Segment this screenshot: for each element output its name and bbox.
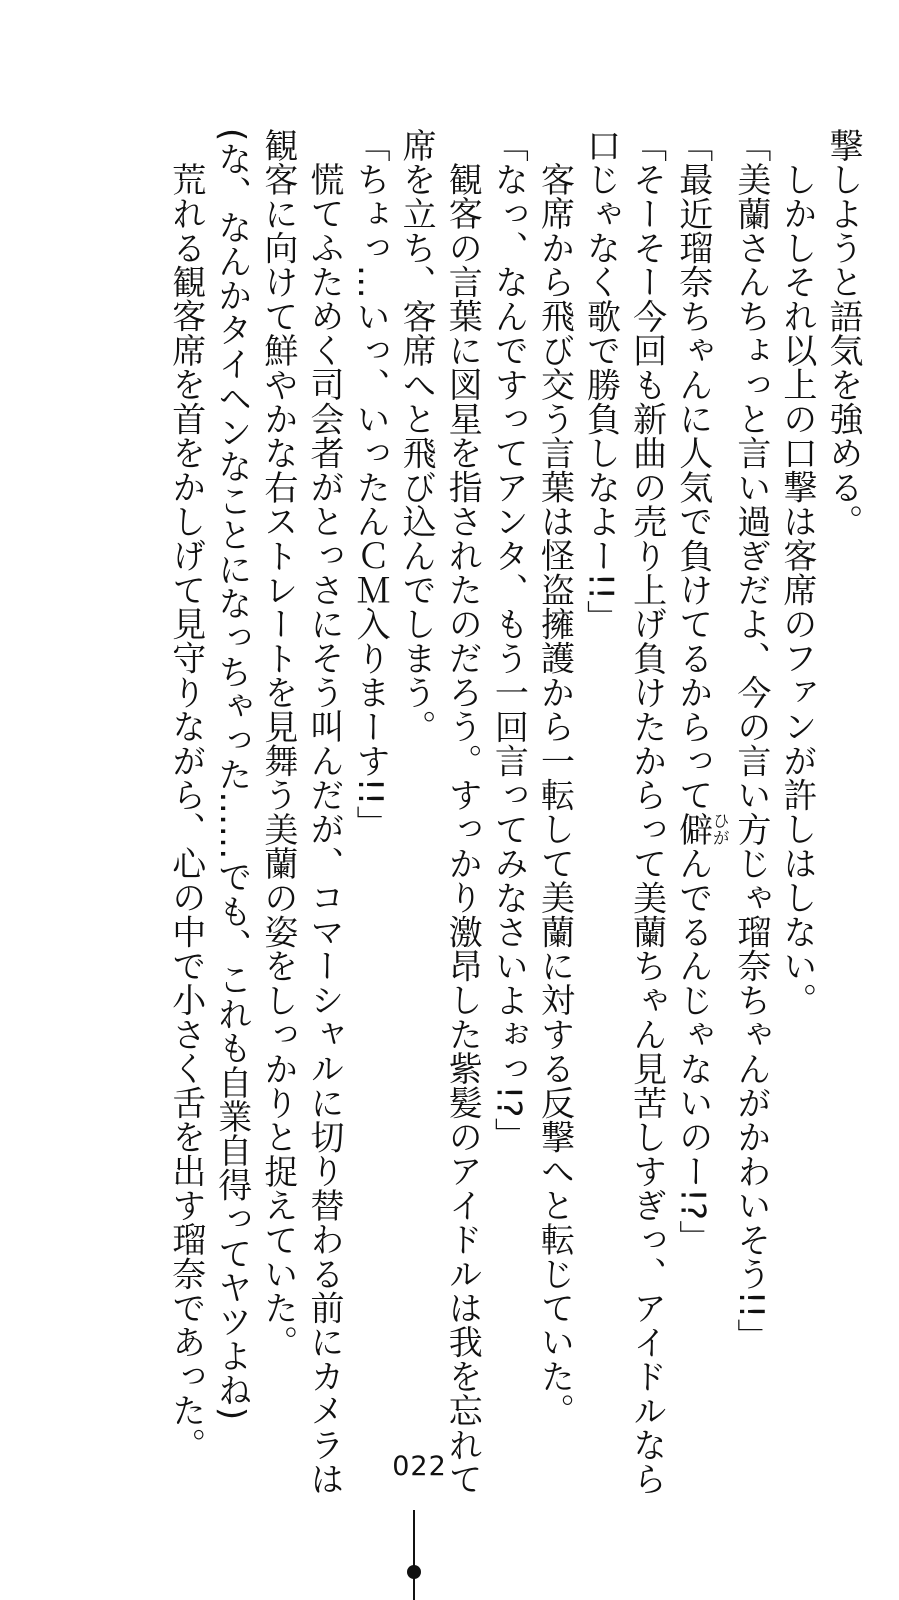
text-line-4-after: んでるんじゃないのー!?」 xyxy=(672,846,713,1255)
text-line-15: 荒れる観客席を首をかしげて見守りながら、心の中で小さく舌を出す瑠奈であった。 xyxy=(165,162,206,1462)
text-line-14: (な、なんかタイヘンなことになっちゃった……でも、これも自業自得ってヤツよね) xyxy=(211,128,252,1421)
text-line-4-before: 「最近瑠奈ちゃんに人気で負けてるからって xyxy=(672,128,713,812)
text-line-7: 客席から飛び交う言葉は怪盗擁護から一転して美蘭に対する反撃へと転じていた。 xyxy=(534,162,575,1428)
page-number: 022 xyxy=(392,1451,447,1482)
text-line-4 xyxy=(670,128,728,1313)
text-line-10: 席を立ち、客席へと飛び込んでしまう。 xyxy=(396,128,437,744)
text-line-2: しかしそれ以上の口撃は客席のファンが許しはしない。 xyxy=(776,162,817,1017)
text-line-5: 「そーそー今回も新曲の売り上げ負けたからって美蘭ちゃん見苦しすぎっ、アイドルなら xyxy=(626,128,667,1496)
text-line-3: 「美蘭さんちょっと言い過ぎだよ、今の言い方じゃ瑠奈ちゃんがかわいそう!!」 xyxy=(730,128,771,1353)
text-line-9: 観客の言葉に図星を指されたのだろう。すっかり激昂した紫髪のアイドルは我を忘れて xyxy=(442,162,483,1496)
ruby-base: 僻 xyxy=(672,811,713,847)
page-marker-dot xyxy=(407,1565,421,1579)
ruby-word xyxy=(672,811,729,847)
text-line-6: 口じゃなく歌で勝負しなよー!!」 xyxy=(580,128,621,635)
text-line-1: 撃しようと語気を強める。 xyxy=(823,128,863,539)
ruby-reading: ひが xyxy=(708,811,729,847)
text-line-12: 慌てふためく司会者がとっさにそう叫んだが、コマーシャルに切り替わる前にカメラは xyxy=(303,162,344,1496)
text-line-11: 「ちょっ…いっ、いったんＣＭ入りまーす!!」 xyxy=(350,128,391,840)
text-line-13: 観客に向けて鮮やかな右ストレートを見舞う美蘭の姿をしっかりと捉えていた。 xyxy=(257,128,298,1360)
text-line-8: 「なっ、なんですってアンタ、もう一回言ってみなさいよぉっ!?」 xyxy=(488,128,529,1152)
page-marker-line xyxy=(413,1510,415,1600)
